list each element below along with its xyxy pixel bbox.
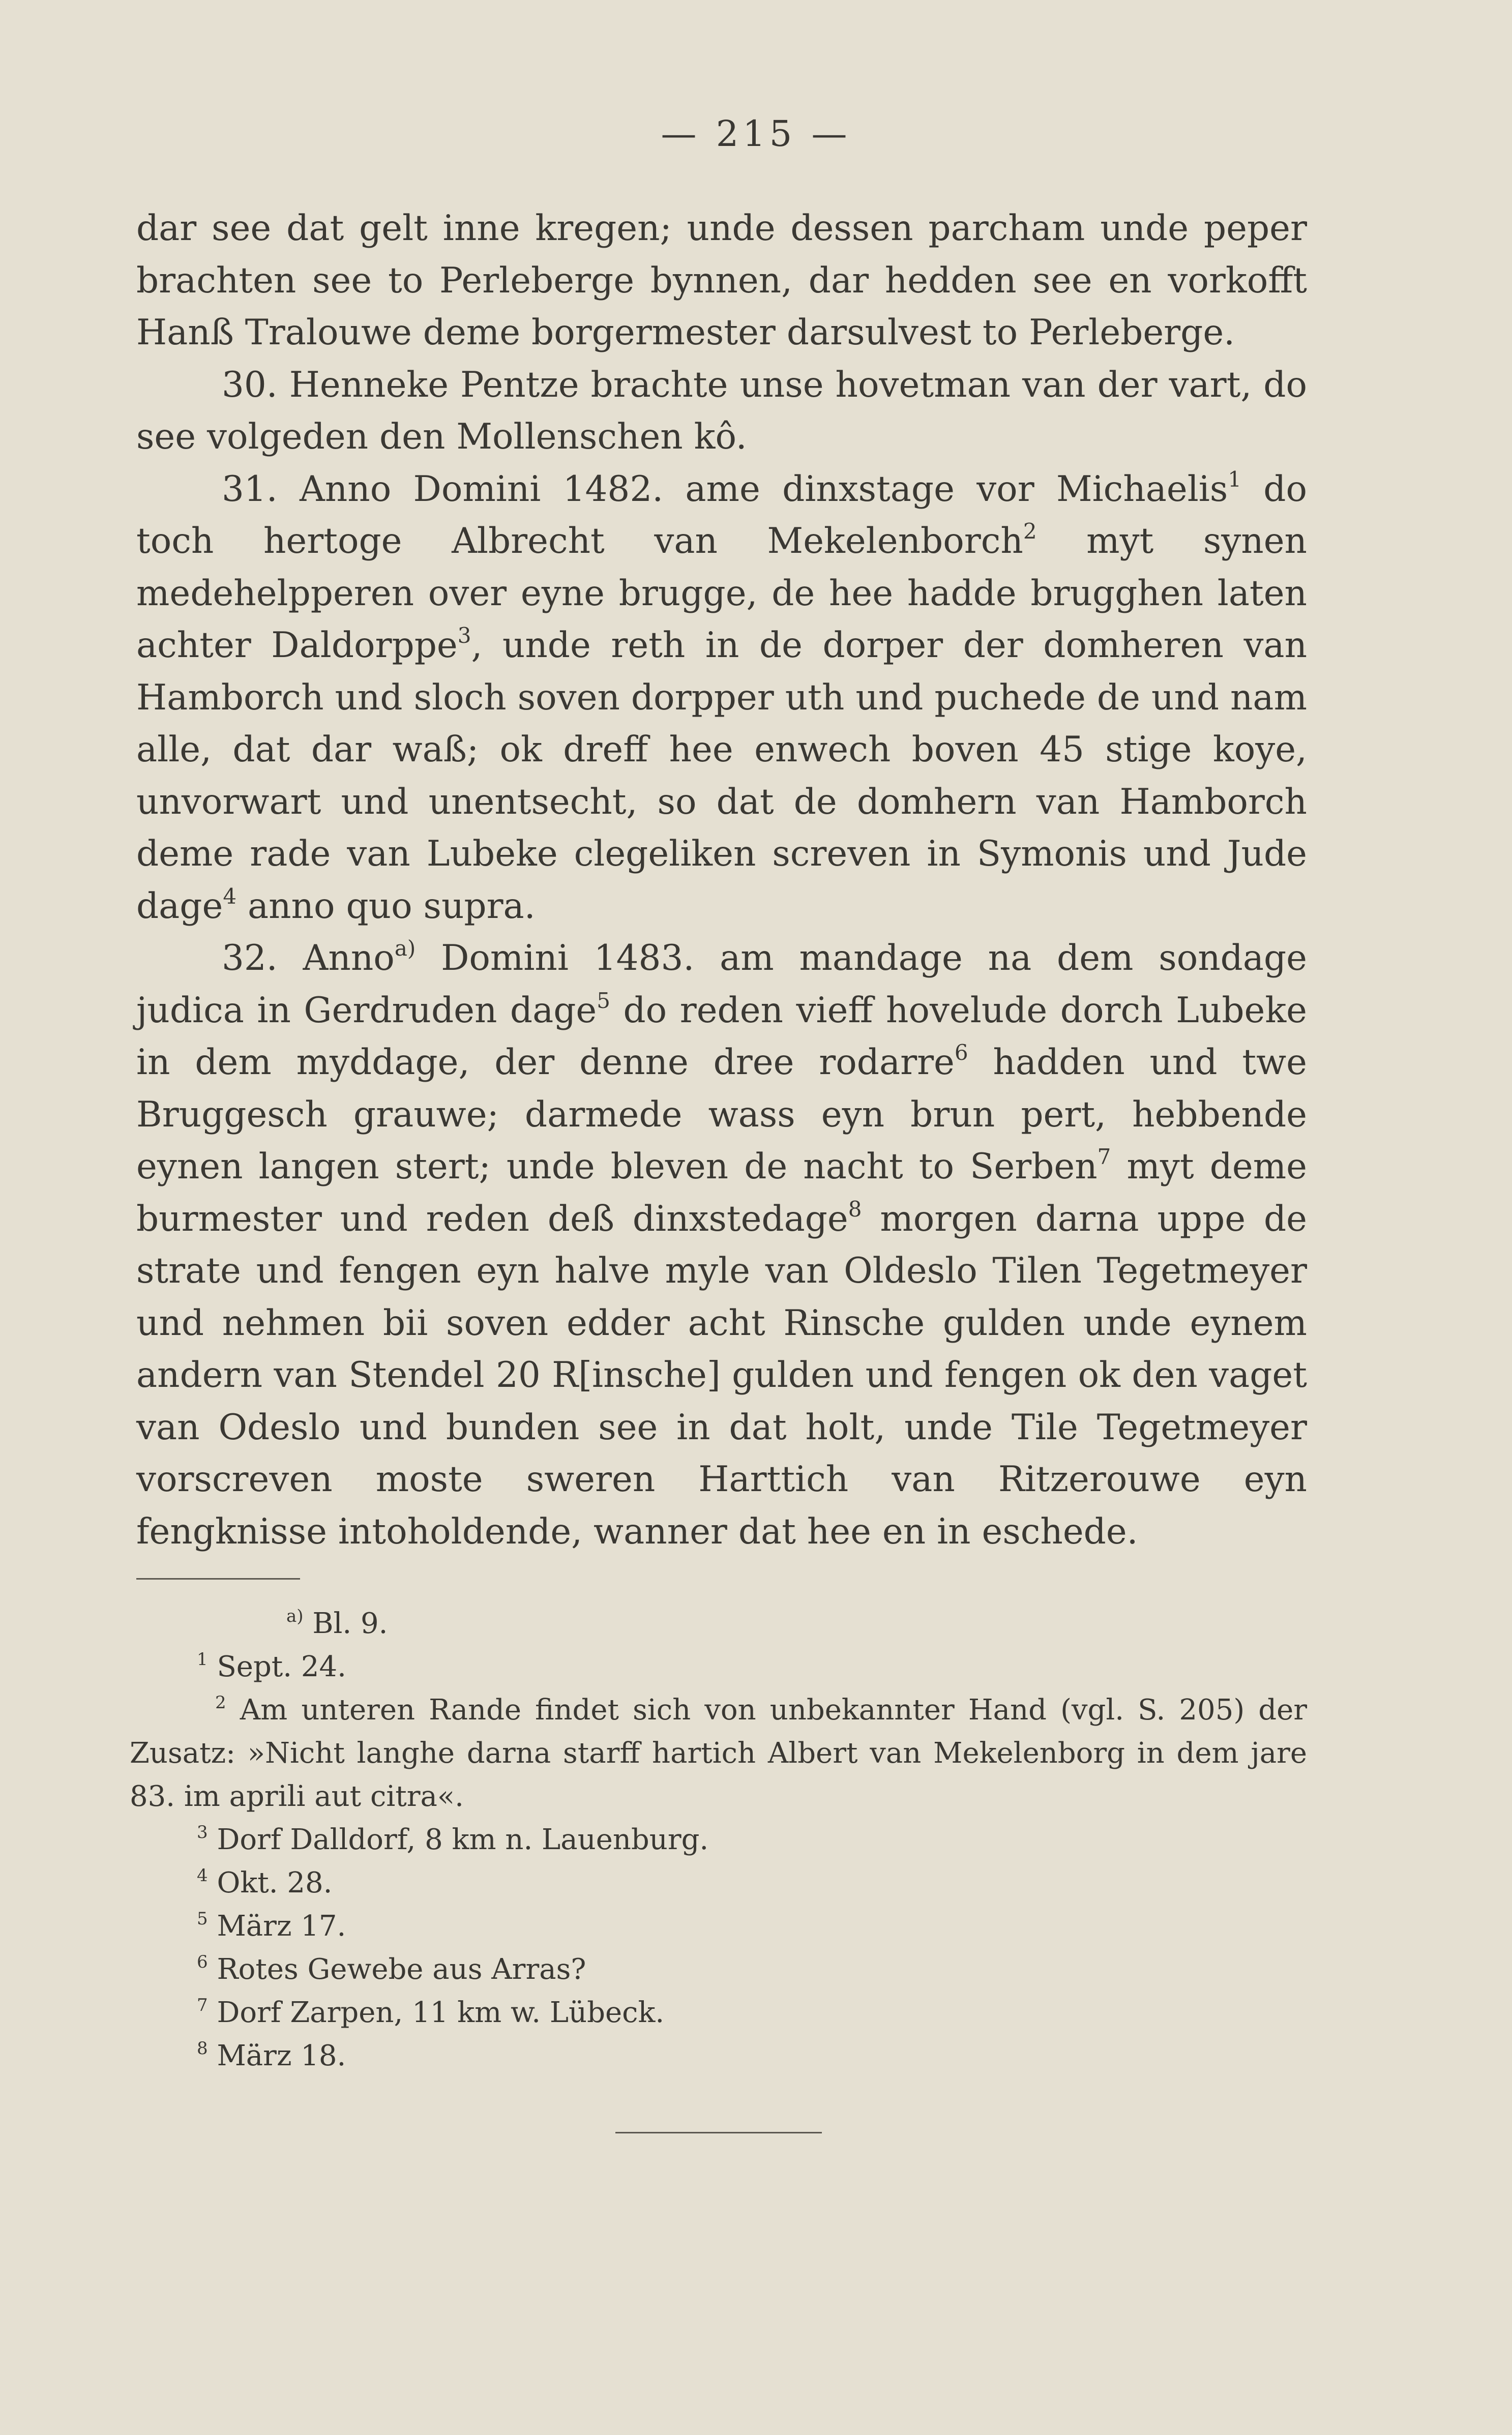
main-text <box>136 202 1307 1558</box>
paragraph-32-text: do reden vieff hovelude dorch Lubeke in dem myddage, der denne dree rodarre <box>136 990 1307 1083</box>
footnote-text: Sept. 24. <box>207 1650 346 1683</box>
footnote-ref-2: 2 <box>1023 519 1037 544</box>
footnote-ref-8: 8 <box>848 1196 862 1222</box>
footnote-mark: 5 <box>197 1909 208 1929</box>
footnote-mark: 7 <box>197 1995 208 2015</box>
footnote-7 <box>130 1991 1307 2034</box>
paragraph-31 <box>136 463 1307 933</box>
footnote-text: Dorf Zarpen, 11 km w. Lübeck. <box>207 1996 665 2029</box>
footnote-text: Okt. 28. <box>207 1866 333 1899</box>
paragraph-31-text: 31. Anno Domini 1482. ame dinxstage vor Michaelis <box>222 468 1228 510</box>
footnote-5 <box>130 1905 1307 1948</box>
footnote-mark: 8 <box>197 2038 208 2059</box>
footnote-ref-6: 6 <box>954 1040 968 1065</box>
page-number: — 215 — <box>661 113 851 155</box>
end-separator <box>615 2132 822 2133</box>
footnote-4 <box>130 1861 1307 1905</box>
footnote-ref-1: 1 <box>1228 466 1242 492</box>
footnote-mark: 1 <box>197 1649 208 1670</box>
footnote-text: März 17. <box>207 1910 346 1943</box>
footnotes <box>130 1602 1307 2077</box>
footnote-text: Am unteren Rande findet sich von unbekannter Hand (vgl. S. 205) der Zusatz: »Nicht langhe darna starff hartich Albert van Mekelenborg in dem jare 83. im aprili aut citra«. <box>130 1694 1307 1813</box>
footnote-text: März 18. <box>207 2039 346 2072</box>
paragraph-32 <box>136 932 1307 1558</box>
footnote-separator <box>136 1578 300 1580</box>
paragraph-31-text: , unde reth in de dorper der domheren van Hamborch und sloch soven dorpper uth und puchede de und nam alle, dat dar waß; ok dreff hee enwech boven 45 stige koye, unvorwart und unentsecht, so dat de domhern van Hamborch deme rade van Lubeke clegeliken screven in Symonis und Jude dage <box>136 625 1308 927</box>
footnote-ref-7: 7 <box>1097 1144 1111 1169</box>
footnote-8 <box>130 2034 1307 2077</box>
paragraph-continuation: dar see dat gelt inne kregen; unde dessen parcham unde peper brachten see to Perleberge bynnen, dar hedden see en vorkofft Hanß Tralouwe deme borgermester darsulvest to Perleberge. <box>136 208 1307 353</box>
footnote-2 <box>130 1688 1307 1818</box>
paragraph-30: 30. Henneke Pentze brachte unse hovetman van der vart, do see volgeden den Mollenschen kô. <box>136 364 1307 457</box>
paragraph-32-text: myt deme burmester und reden deß dinxstedage <box>136 1146 1307 1239</box>
footnote-3 <box>130 1818 1307 1861</box>
footnote-ref-a: a) <box>394 936 416 961</box>
footnote-ref-4: 4 <box>223 883 237 909</box>
footnote-text: Bl. 9. <box>303 1607 388 1640</box>
footnote-mark: 3 <box>197 1822 208 1843</box>
paragraph-32-text: Domini 1483. am mandage na dem sondage judica in Gerdruden dage <box>136 938 1307 1031</box>
footnote-mark: 2 <box>215 1692 226 1713</box>
footnote-ref-3: 3 <box>457 623 471 648</box>
footnote-mark: a) <box>286 1606 304 1626</box>
paragraph-32-text: 32. Anno <box>222 938 395 978</box>
footnote-text: Dorf Dalldorf, 8 km n. Lauenburg. <box>207 1823 709 1856</box>
paragraph-32-text: morgen darna uppe de strate und fengen eyn halve myle van Oldeslo Tilen Tegetmeyer und nehmen bii soven edder acht Rinsche gulden unde eynem andern van Stendel 20 R[insche] gulden und fengen ok den vaget van Odeslo und bunden see in dat holt, unde Tile Tegetmeyer vorscreven moste sweren Harttich van Ritzerouwe eyn fengknisse intoholdende, wanner dat hee en in eschede. <box>136 1198 1307 1552</box>
footnote-mark: 4 <box>197 1865 208 1886</box>
footnote-a <box>130 1602 1307 1645</box>
footnote-6 <box>130 1948 1307 1991</box>
footnote-1 <box>130 1645 1307 1688</box>
footnote-mark: 6 <box>197 1952 208 1972</box>
paragraph-31-text: myt synen medehelpperen over eyne brugge, de hee hadde brugghen laten achter Daldorppe <box>136 521 1307 666</box>
footnote-ref-5: 5 <box>597 988 610 1013</box>
paragraph-32-text: hadden und twe Bruggesch grauwe; darmede wass eyn brun pert, hebbende eynen langen stert; unde bleven de nacht to Serben <box>136 1042 1307 1187</box>
footnote-text: Rotes Gewebe aus Arras? <box>207 1953 586 1986</box>
paragraph-31-text: anno quo supra. <box>236 885 536 927</box>
paragraph-31-text: do toch hertoge Albrecht van Mekelenborch <box>136 468 1307 561</box>
